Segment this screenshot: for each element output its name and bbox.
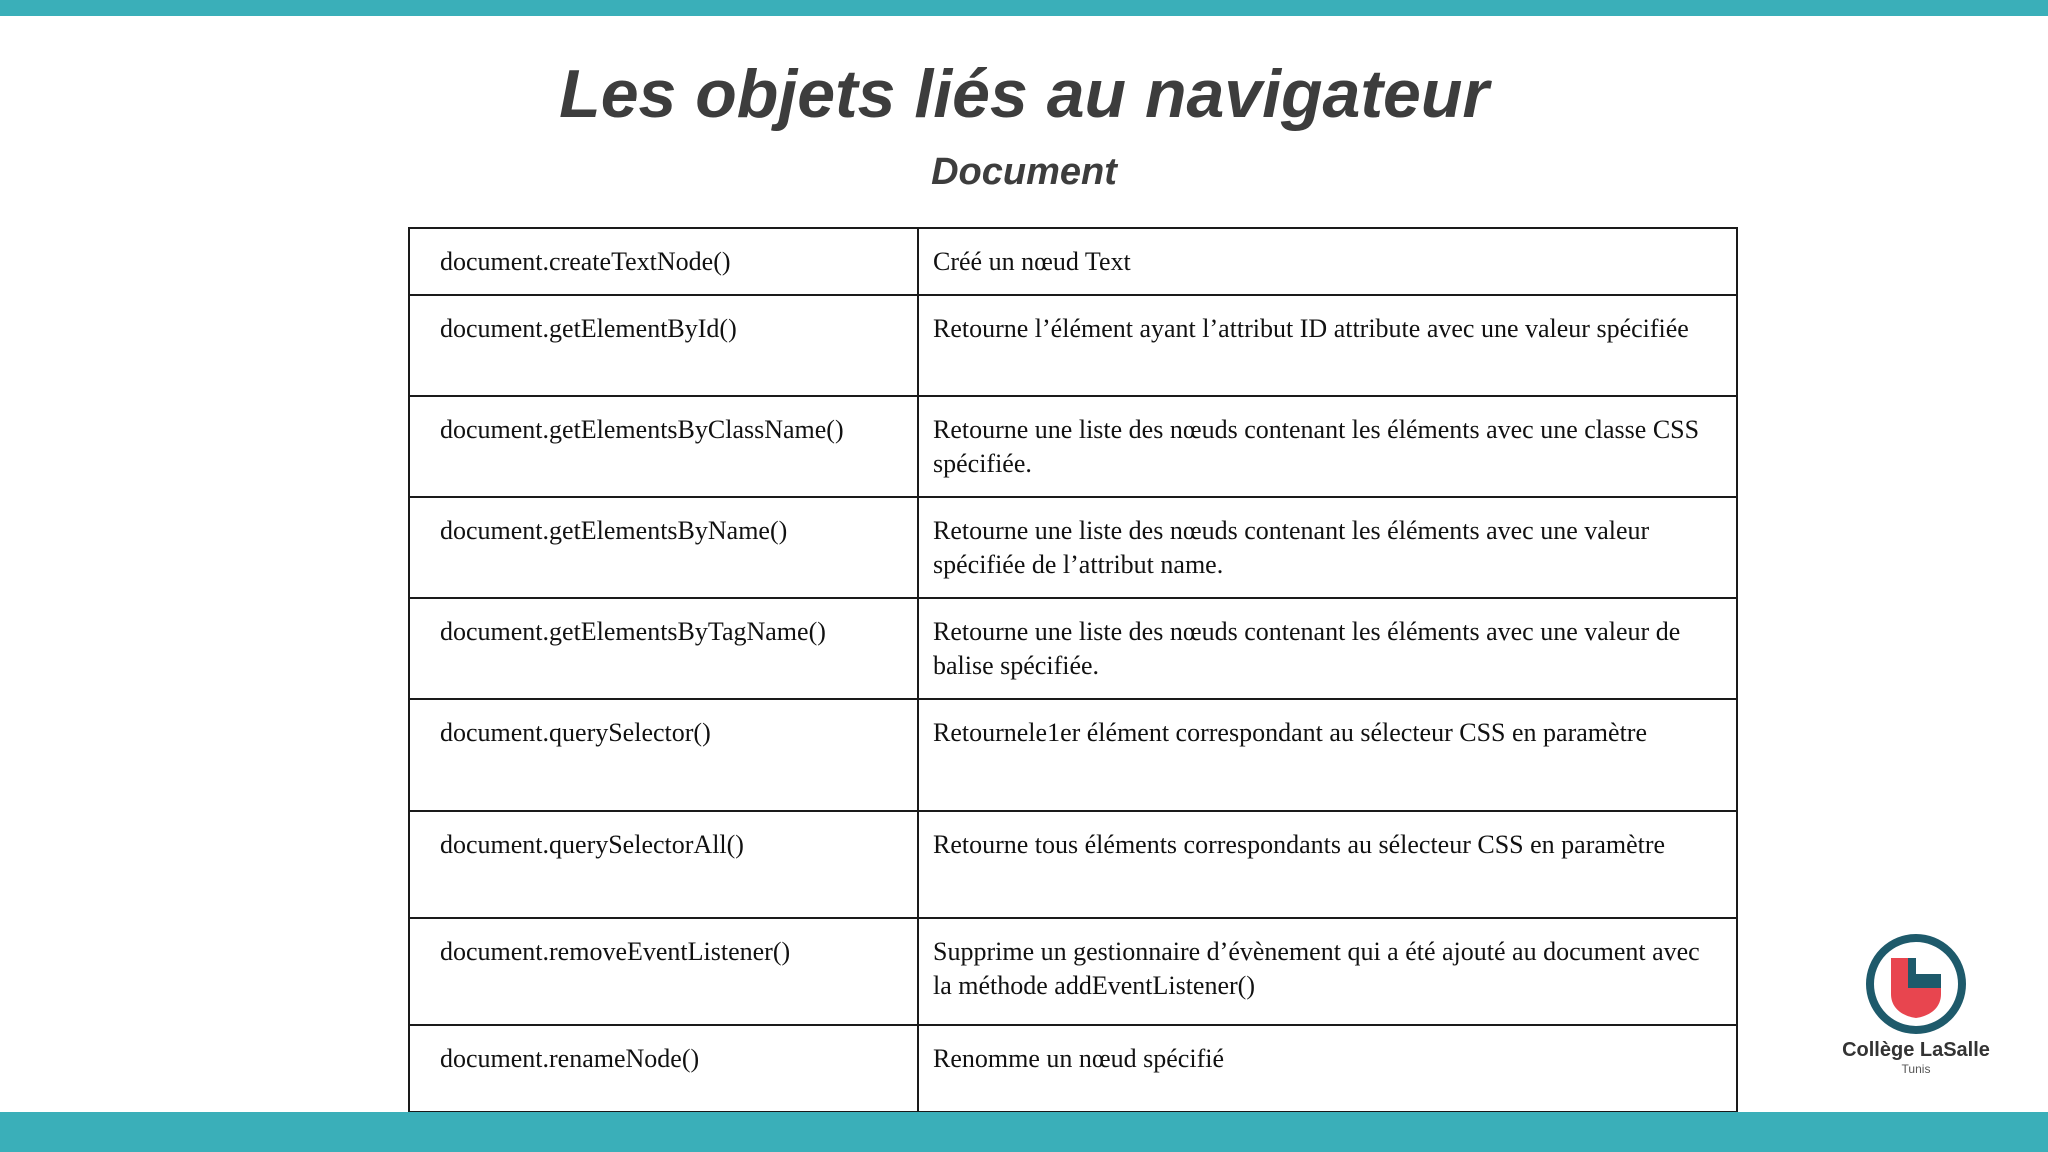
- top-accent-bar: [0, 0, 2048, 16]
- table-row: [409, 497, 1737, 598]
- description-cell: Retourne une liste des nœuds contenant les éléments avec une valeur spécifiée de l’attribut name.: [918, 497, 1737, 598]
- slide-title: Les objets liés au navigateur: [559, 56, 1489, 132]
- bottom-accent-bar: [0, 1112, 2048, 1152]
- method-cell: document.getElementsByTagName(): [409, 598, 918, 699]
- description-cell: Retourne l’élément ayant l’attribut ID attribute avec une valeur spécifiée: [918, 295, 1737, 396]
- method-cell: document.getElementsByClassName(): [409, 396, 918, 497]
- table-row: [409, 699, 1737, 811]
- table-row: [409, 228, 1737, 295]
- logo-name: Collège LaSalle: [1842, 1039, 1990, 1061]
- description-cell: Retourne une liste des nœuds contenant les éléments avec une classe CSS spécifiée.: [918, 396, 1737, 497]
- table-row: [409, 811, 1737, 918]
- description-cell: Retournele1er élément correspondant au sélecteur CSS en paramètre: [918, 699, 1737, 811]
- table-row: [409, 295, 1737, 396]
- description-cell: Retourne tous éléments correspondants au sélecteur CSS en paramètre: [918, 811, 1737, 918]
- college-lasalle-logo: [1826, 932, 2006, 1088]
- description-cell: Retourne une liste des nœuds contenant les éléments avec une valeur de balise spécifiée.: [918, 598, 1737, 699]
- method-cell: document.querySelectorAll(): [409, 811, 918, 918]
- method-cell: document.removeEventListener(): [409, 918, 918, 1025]
- table-row: [409, 918, 1737, 1025]
- method-cell: document.getElementById(): [409, 295, 918, 396]
- description-cell: Supprime un gestionnaire d’évènement qui a été ajouté au document avec la méthode addEventListener(): [918, 918, 1737, 1025]
- description-cell: Renomme un nœud spécifié: [918, 1025, 1737, 1112]
- document-methods-table: [408, 227, 1738, 1120]
- method-cell: document.getElementsByName(): [409, 497, 918, 598]
- logo-city: Tunis: [1901, 1062, 1931, 1076]
- lasalle-emblem-icon: [1864, 932, 1968, 1036]
- method-cell: document.createTextNode(): [409, 228, 918, 295]
- table-row: [409, 396, 1737, 497]
- description-cell: Créé un nœud Text: [918, 228, 1737, 295]
- table-row: [409, 1025, 1737, 1112]
- method-cell: document.renameNode(): [409, 1025, 918, 1112]
- table-row: [409, 598, 1737, 699]
- method-cell: document.querySelector(): [409, 699, 918, 811]
- table-container: [400, 224, 1744, 1120]
- slide-subtitle: Document: [931, 151, 1117, 193]
